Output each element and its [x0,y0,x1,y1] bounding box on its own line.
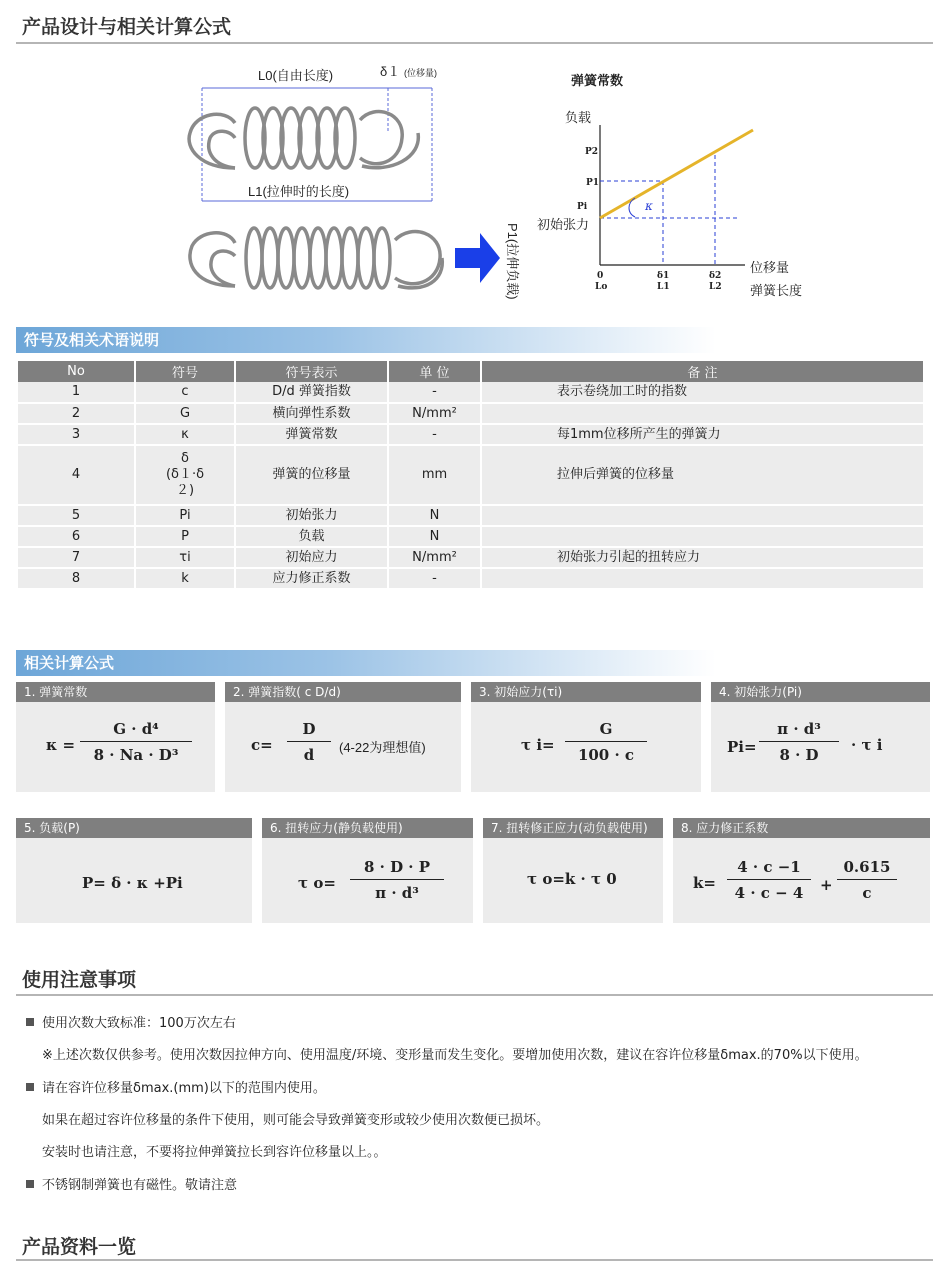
d1-tick: δ1 [657,271,670,281]
formula-title: 2. 弹簧指数( c D/d) [225,682,461,702]
cell-no: 5 [18,505,135,526]
graph-y-label: 负载 [565,110,592,125]
cell-remark: 表示卷绕加工时的指数 [481,382,924,403]
cell-remark [481,526,924,547]
catalog-section-title: 产品资料一览 [22,1236,137,1258]
formula-denominator: 100 · c [577,746,635,764]
initial-tension-label: 初始张力 [537,217,590,232]
cell-no: 7 [18,547,135,568]
col-symbol: 符号 [135,361,235,382]
spring-constant-graph [535,65,835,310]
formula-rhs: · τ i [851,736,883,754]
formula-numerator: 8 · D · P [363,858,431,876]
pi-tick: Pi [577,202,588,212]
cell-unit: N [388,505,481,526]
graph-x-label-2: 弹簧长度 [750,283,803,298]
bullet-square-icon [26,1018,34,1026]
design-section-title: 产品设计与相关计算公式 [22,16,232,38]
free-spring [189,108,418,168]
formula-numerator: π · d³ [777,720,821,738]
formula-title: 6. 扭转应力(静负载使用) [262,818,473,838]
formula-denominator: c [862,884,872,902]
cell-remark [481,505,924,526]
formula-numerator: D [302,720,316,738]
formula-title: 3. 初始应力(τi) [471,682,701,702]
formula-load [16,818,252,923]
formula-denominator: 4 · c − 4 [734,884,804,902]
formula-denominator: d [303,746,315,764]
bullet-square-icon [26,1180,34,1188]
cell-remark: 初始张力引起的扭转应力 [481,547,924,568]
cell-meaning: 初始张力 [235,505,388,526]
cell-symbol: k [135,568,235,589]
symbols-table [18,361,925,590]
formula-numerator: 4 · c −1 [737,858,801,876]
usage-note [26,1012,236,1031]
cell-no: 3 [18,424,135,445]
cell-unit: mm [388,445,481,505]
l1-label: L1(拉伸时的长度) [248,184,350,199]
formula-numerator: G · d⁴ [113,720,159,738]
bullet-square-icon [26,1083,34,1091]
graph-x-label-1: 位移量 [750,260,790,275]
table-row [18,382,924,403]
col-no: No [18,361,135,382]
l1-tick: L1 [657,282,670,292]
usage-note-detail: 如果在超过容许位移量的条件下使用，则可能会导致弹簧变形或较少使用次数便已损坏。 [42,1113,550,1128]
cell-unit: N/mm² [388,547,481,568]
usage-note-text: 使用次数大致标准：100万次左右 [42,1016,236,1031]
section-divider [16,1259,933,1261]
formula-title: 7. 扭转修正应力(动负载使用) [483,818,663,838]
usage-note-detail: 安装时也请注意，不要将拉伸弹簧拉长到容许位移量以上。。 [42,1145,387,1160]
cell-no: 8 [18,568,135,589]
cell-meaning: 弹簧常数 [235,424,388,445]
cell-unit: - [388,568,481,589]
table-row [18,568,924,589]
formula-note: (4-22为理想值) [339,740,426,755]
formula-spring-index [225,682,461,792]
col-meaning: 符号表示 [235,361,388,382]
formula-title: 5. 负载(P) [16,818,252,838]
cell-no: 4 [18,445,135,505]
cell-meaning: 横向弹性系数 [235,403,388,424]
cell-no: 1 [18,382,135,403]
formula-lhs: c= [251,736,273,754]
cell-symbol: G [135,403,235,424]
cell-unit: - [388,424,481,445]
graph-title: 弹簧常数 [571,73,624,88]
formula-initial-tension [711,682,930,792]
table-row [18,445,924,505]
cell-symbol: κ [135,424,235,445]
arrow-right-icon [455,233,500,283]
formula-lhs: τ o= [298,874,336,892]
cell-meaning: 负载 [235,526,388,547]
usage-note-detail: ※上述次数仅供参考。使用次数因拉伸方向、使用温度/环境、变形量而发生变化。要增加使用次数，建议在容许位移量δmax.的70%以下使用。 [42,1048,868,1063]
table-row [18,403,924,424]
cell-no: 2 [18,403,135,424]
cell-symbol: τi [135,547,235,568]
section-divider [16,994,933,996]
cell-meaning: 初始应力 [235,547,388,568]
formula-denominator: 8 · D [779,746,819,764]
cell-remark: 每1mm位移所产生的弹簧力 [481,424,924,445]
cell-unit: - [388,382,481,403]
delta-label: δ１ [380,64,401,79]
cell-remark [481,568,924,589]
usage-note-text: 不锈钢制弹簧也有磁性。敬请注意 [42,1178,238,1193]
formula-lhs: τ i= [521,736,555,754]
cell-symbol: c [135,382,235,403]
formula-denominator: π · d³ [375,884,419,902]
table-row [18,547,924,568]
l2-tick: L2 [709,282,722,292]
section-divider [16,42,933,44]
cell-symbol: δ (δ１·δ ２) [135,445,235,505]
formula-corrected-stress [483,818,663,923]
formula-expression: P= δ · κ +Pi [82,874,183,892]
formula-spring-constant [16,682,215,792]
formula-expression: τ o=k · τ 0 [527,870,617,888]
usage-note [26,1174,237,1193]
table-header-row [18,361,924,382]
cell-meaning: 弹簧的位移量 [235,445,388,505]
formula-title: 1. 弹簧常数 [16,682,215,702]
col-remark: 备 注 [481,361,924,382]
formula-denominator: 8 · Na · D³ [93,746,179,764]
stretched-spring [190,228,442,288]
spring-diagram [180,58,520,308]
formula-stress-correction [673,818,930,923]
cell-unit: N/mm² [388,403,481,424]
formula-lhs: Pi= [727,738,757,756]
formula-initial-stress [471,682,701,792]
load-line [600,130,753,218]
p2-tick: P2 [585,147,599,157]
formula-numerator: G [599,720,613,738]
kappa-label: κ [645,199,653,213]
formula-title: 4. 初始张力(Pi) [711,682,930,702]
lo-tick: Lo [595,282,608,292]
usage-note [26,1077,326,1096]
origin-tick: 0 [597,271,604,281]
formulas-section-header: 相关计算公式 [16,650,716,676]
table-row [18,526,924,547]
cell-meaning: D/d 弹簧指数 [235,382,388,403]
formula-torsion-stress [262,818,473,923]
symbols-section-header: 符号及相关术语说明 [16,327,716,353]
cell-unit: N [388,526,481,547]
cell-remark: 拉伸后弹簧的位移量 [481,445,924,505]
p1-label: P1(拉伸负载) [505,223,520,300]
usage-section-title: 使用注意事项 [22,969,137,991]
cell-remark [481,403,924,424]
cell-symbol: P [135,526,235,547]
cell-meaning: 应力修正系数 [235,568,388,589]
formula-title: 8. 应力修正系数 [673,818,930,838]
cell-symbol: Pi [135,505,235,526]
usage-note-text: 请在容许位移量δmax.(mm)以下的范围内使用。 [42,1081,326,1096]
formula-lhs: κ = [46,736,76,754]
col-unit: 单 位 [388,361,481,382]
p1-tick: P1 [586,178,600,188]
formula-plus: + [820,876,833,894]
formula-lhs: k= [693,874,716,892]
formula-numerator: 0.615 [843,858,891,876]
delta-sub-label: (位移量) [404,68,437,78]
d2-tick: δ2 [709,271,722,281]
table-row [18,424,924,445]
table-row [18,505,924,526]
l0-label: L0(自由长度) [258,68,334,83]
cell-no: 6 [18,526,135,547]
